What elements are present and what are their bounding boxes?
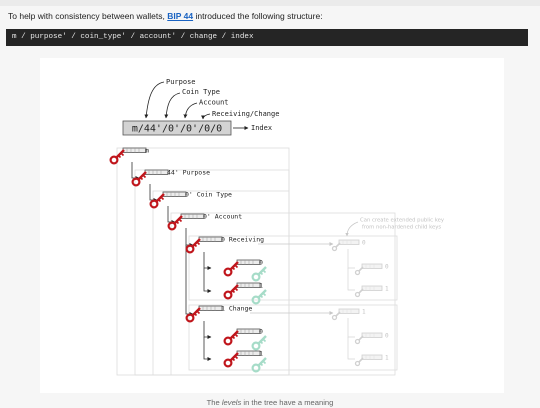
label-receiving-change: Receiving/Change <box>212 110 280 118</box>
node-change-label: 1 Change <box>221 304 253 313</box>
node-receiving-child-1-label: 1 <box>259 281 263 290</box>
node-receiving-label: 0 Receiving <box>221 235 265 244</box>
caption-before: The <box>206 398 222 407</box>
derivation-path-code: m / purpose' / coin_type' / account' / change / index <box>6 29 528 46</box>
intro-text-before: To help with consistency between wallets, <box>8 11 165 21</box>
public-change-child-1-label: 1 <box>385 354 389 362</box>
bip44-link[interactable]: BIP 44 <box>167 11 194 21</box>
label-coin-type: Coin Type <box>182 88 220 96</box>
public-note-line2: from non-hardened child keys <box>362 224 442 231</box>
public-note-line1: Can create extended public key <box>360 217 445 224</box>
public-change-child-0-label: 0 <box>385 332 389 340</box>
label-purpose: Purpose <box>166 78 196 86</box>
public-receiving-child-1-label: 1 <box>385 285 389 293</box>
figure-caption <box>0 398 540 407</box>
label-index: Index <box>251 124 273 132</box>
caption-emphasis: levels <box>221 398 242 407</box>
node-receiving-child-0-label: 0 <box>259 258 263 267</box>
caption-after: in the tree have a meaning <box>241 398 334 407</box>
public-receiving-label: 0 <box>362 239 366 247</box>
node-coin-type-label: 0' Coin Type <box>185 190 232 199</box>
label-account: Account <box>199 98 229 107</box>
public-change-label: 1 <box>362 308 366 316</box>
path-text: m/44'/0'/0'/0/0 <box>131 123 223 135</box>
node-root-label: m <box>145 146 149 155</box>
node-account-label: 0' Account <box>203 212 243 221</box>
public-receiving-child-0-label: 0 <box>385 263 389 271</box>
node-change-child-1-label: 1 <box>259 349 263 358</box>
node-purpose-label: 44' Purpose <box>167 168 211 177</box>
intro-text-after: introduced the following structure: <box>193 11 323 21</box>
node-change-child-0-label: 0 <box>259 327 263 336</box>
